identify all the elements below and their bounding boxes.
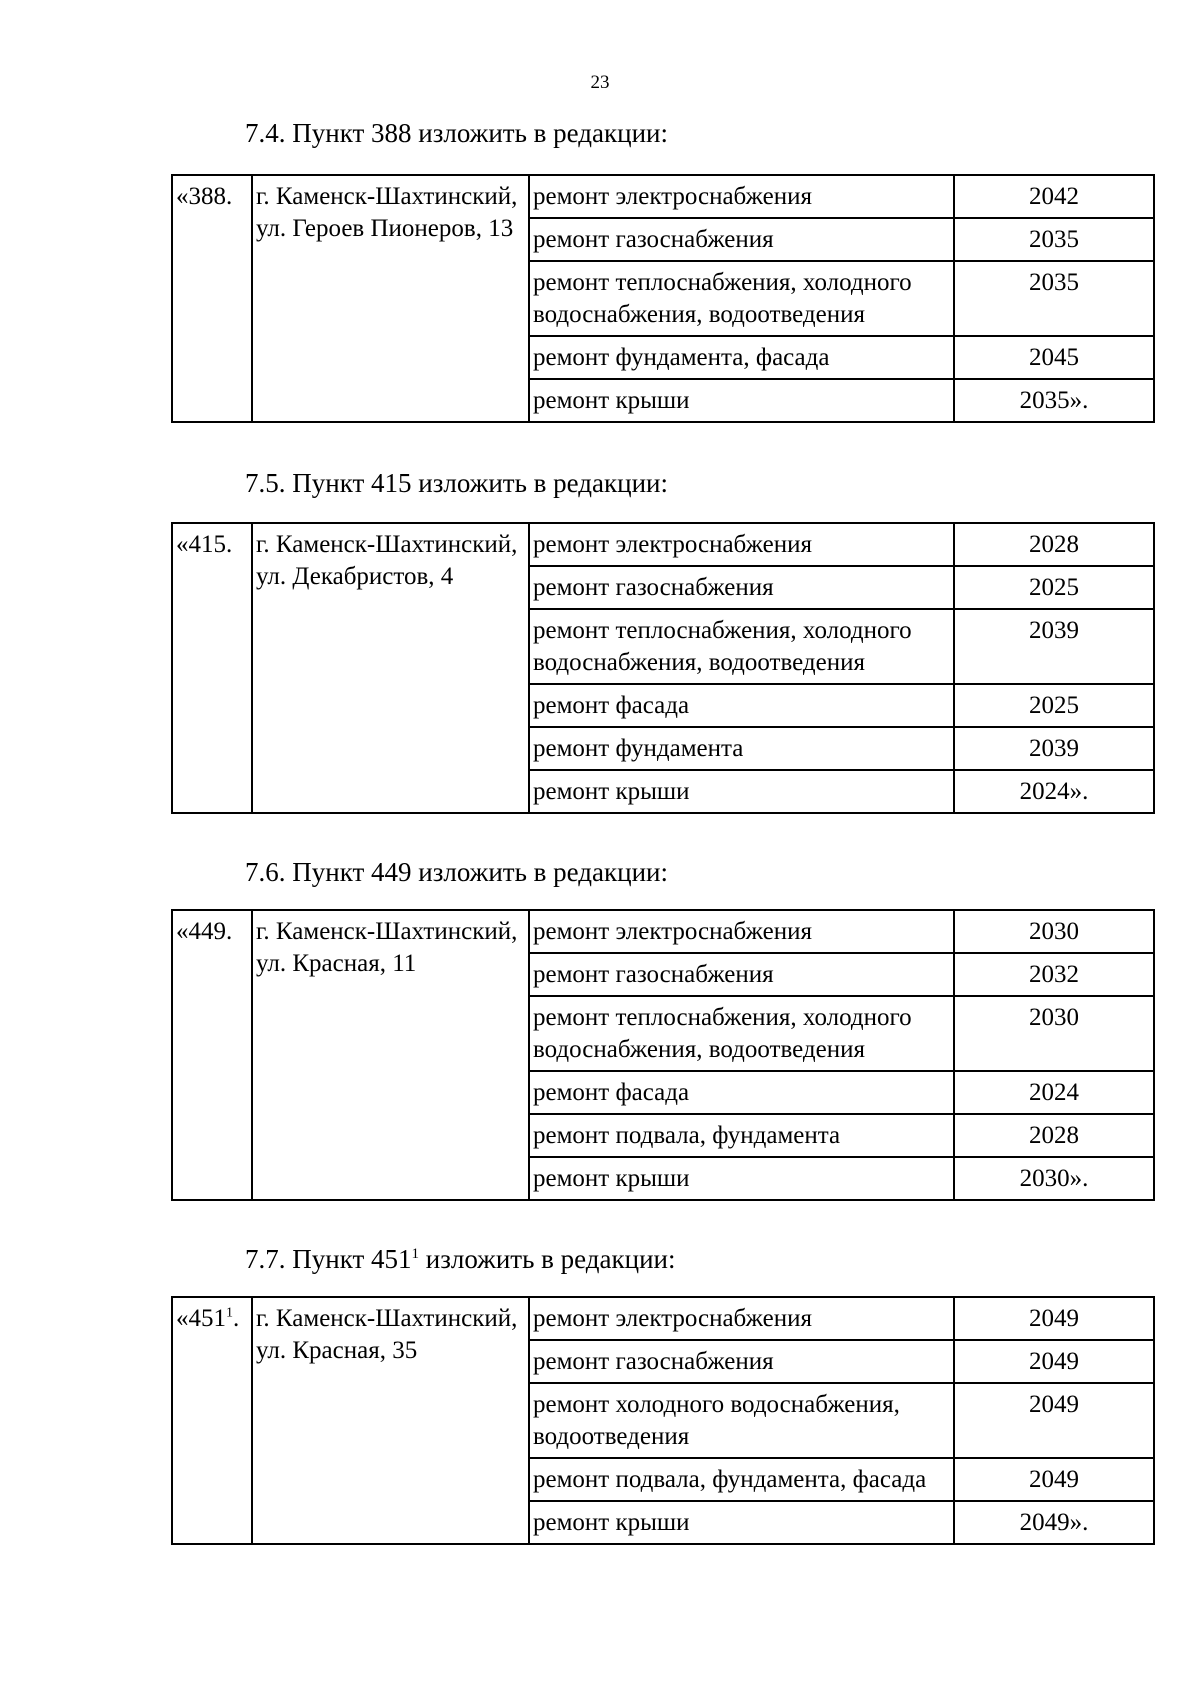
work-year: 2035 — [954, 218, 1154, 261]
work-type: ремонт крыши — [529, 1157, 954, 1200]
amendment-table — [171, 522, 1155, 814]
work-type: ремонт фасада — [529, 684, 954, 727]
section-heading: 7.7. Пункт $451^1$ изложить в редакции: — [245, 1244, 676, 1274]
work-year: 2032 — [954, 953, 1154, 996]
work-year: 2035». — [954, 379, 1154, 422]
work-year: 2030 — [954, 910, 1154, 953]
item-address: г. Каменск-Шахтинский, ул. Декабристов, 4 — [252, 523, 529, 813]
work-year: 2049». — [954, 1501, 1154, 1544]
work-year: 2045 — [954, 336, 1154, 379]
work-type: ремонт крыши — [529, 1501, 954, 1544]
section-heading: 7.6. Пункт 449 изложить в редакции: — [245, 857, 668, 887]
work-type: ремонт фасада — [529, 1071, 954, 1114]
section-heading: 7.4. Пункт 388 изложить в редакции: — [245, 118, 668, 148]
table-row — [172, 523, 1154, 566]
item-address: г. Каменск-Шахтинский, ул. Красная, 35 — [252, 1297, 529, 1544]
work-year: 2028 — [954, 1114, 1154, 1157]
work-type: ремонт фундамента, фасада — [529, 336, 954, 379]
work-year: 2039 — [954, 727, 1154, 770]
work-type: ремонт крыши — [529, 770, 954, 813]
work-type: ремонт фундамента — [529, 727, 954, 770]
page-number: 23 — [590, 72, 610, 93]
work-type: ремонт подвала, фундамента — [529, 1114, 954, 1157]
section-heading: 7.5. Пункт 415 изложить в редакции: — [245, 468, 668, 498]
work-year: 2039 — [954, 609, 1154, 684]
work-year: 2049 — [954, 1383, 1154, 1458]
work-type: ремонт теплоснабжения, холодного водоснабжения, водоотведения — [529, 609, 954, 684]
amendment-table — [171, 1296, 1155, 1545]
work-type: ремонт подвала, фундамента, фасада — [529, 1458, 954, 1501]
work-year: 2024». — [954, 770, 1154, 813]
table-row — [172, 175, 1154, 218]
work-type: ремонт электроснабжения — [529, 175, 954, 218]
amendment-table — [171, 909, 1155, 1201]
work-year: 2035 — [954, 261, 1154, 336]
work-year: 2025 — [954, 684, 1154, 727]
item-number: «415. — [172, 523, 252, 813]
item-number: «$451^1$. — [172, 1297, 252, 1544]
work-year: 2049 — [954, 1297, 1154, 1340]
amendment-table — [171, 174, 1155, 423]
work-type: ремонт газоснабжения — [529, 218, 954, 261]
work-year: 2028 — [954, 523, 1154, 566]
item-address: г. Каменск-Шахтинский, ул. Красная, 11 — [252, 910, 529, 1200]
work-type: ремонт холодного водоснабжения, водоотведения — [529, 1383, 954, 1458]
work-year: 2049 — [954, 1340, 1154, 1383]
item-address: г. Каменск-Шахтинский, ул. Героев Пионеров, 13 — [252, 175, 529, 422]
work-type: ремонт теплоснабжения, холодного водоснабжения, водоотведения — [529, 261, 954, 336]
work-type: ремонт крыши — [529, 379, 954, 422]
work-year: 2030». — [954, 1157, 1154, 1200]
work-type: ремонт газоснабжения — [529, 953, 954, 996]
work-type: ремонт газоснабжения — [529, 1340, 954, 1383]
work-type: ремонт теплоснабжения, холодного водоснабжения, водоотведения — [529, 996, 954, 1071]
work-type: ремонт электроснабжения — [529, 910, 954, 953]
work-year: 2049 — [954, 1458, 1154, 1501]
work-year: 2030 — [954, 996, 1154, 1071]
work-type: ремонт газоснабжения — [529, 566, 954, 609]
item-number: «449. — [172, 910, 252, 1200]
table-row — [172, 910, 1154, 953]
table-row — [172, 1297, 1154, 1340]
item-number: «388. — [172, 175, 252, 422]
work-type: ремонт электроснабжения — [529, 1297, 954, 1340]
work-year: 2042 — [954, 175, 1154, 218]
work-year: 2025 — [954, 566, 1154, 609]
work-year: 2024 — [954, 1071, 1154, 1114]
work-type: ремонт электроснабжения — [529, 523, 954, 566]
